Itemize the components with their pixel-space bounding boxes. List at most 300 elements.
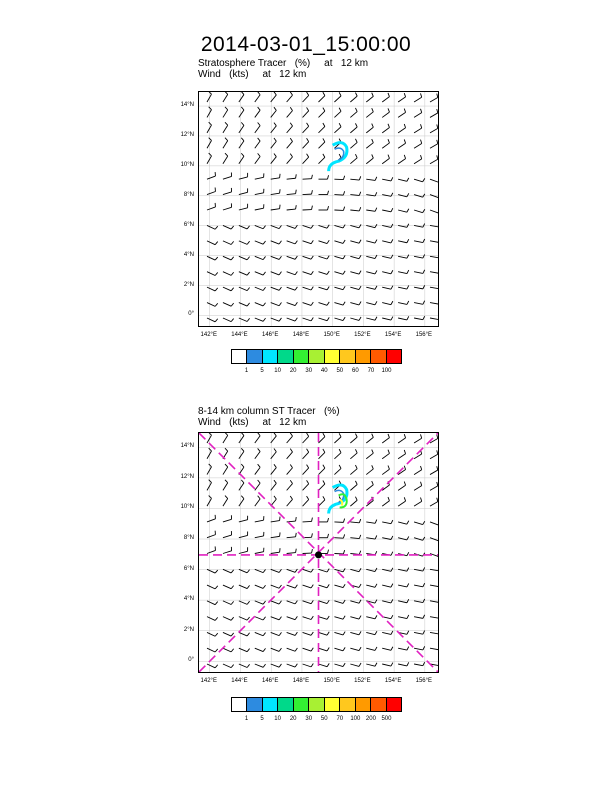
wind-barb-staff xyxy=(366,143,373,149)
wind-barb-flag xyxy=(327,225,329,228)
wind-barb xyxy=(366,93,373,102)
wind-barb-flag xyxy=(296,190,297,194)
wind-barb-flag xyxy=(407,255,409,259)
wind-barb-staff xyxy=(382,256,391,258)
wind-barb xyxy=(271,517,280,522)
wind-barb-staff xyxy=(287,632,295,635)
wind-barb xyxy=(207,303,218,307)
wind-barb xyxy=(430,615,438,619)
wind-barb-flag xyxy=(274,153,276,156)
wind-barb xyxy=(334,108,341,118)
wind-barb xyxy=(430,94,438,102)
wind-barb-flag xyxy=(290,496,292,499)
wind-barb-staff xyxy=(430,113,438,118)
wind-barb xyxy=(207,188,215,195)
wind-barb-staff xyxy=(223,192,232,195)
wind-barb-flag xyxy=(279,241,281,244)
wind-barb xyxy=(255,241,266,244)
wind-barb-staff xyxy=(287,318,295,321)
wind-barb-flag xyxy=(327,286,329,289)
wind-barb xyxy=(255,204,264,210)
wind-barb xyxy=(382,497,389,506)
wind-barb-flag xyxy=(437,435,438,439)
wind-barb-flag xyxy=(209,480,212,483)
wind-barb xyxy=(271,617,282,620)
wind-barb xyxy=(287,318,298,321)
wind-barb xyxy=(303,648,314,651)
wind-barb xyxy=(430,450,438,458)
wind-barb-staff xyxy=(430,522,438,525)
wind-barb-staff xyxy=(366,632,375,634)
wind-barb-staff xyxy=(223,272,231,276)
wind-barb-flag xyxy=(423,254,425,258)
wind-barb xyxy=(207,531,215,538)
wind-barb-staff xyxy=(414,113,422,118)
wind-barb xyxy=(366,615,377,618)
wind-barb-flag xyxy=(247,649,249,652)
wind-barb-staff xyxy=(207,664,215,668)
wind-barb-staff xyxy=(271,126,277,133)
wind-barb-staff xyxy=(223,207,232,210)
wind-barb xyxy=(398,599,409,603)
wind-barb xyxy=(303,302,314,305)
wind-barb-staff xyxy=(207,483,212,491)
wind-barb xyxy=(319,496,325,506)
wind-barb-staff xyxy=(223,287,231,291)
wind-barb-staff xyxy=(239,601,247,604)
wind-barb-flag xyxy=(241,107,244,110)
wind-barb-staff xyxy=(223,241,231,245)
colorbar-label: 1 xyxy=(244,368,249,374)
wind-barb-staff xyxy=(414,648,423,650)
wind-barb xyxy=(223,287,234,291)
wind-barb xyxy=(303,569,314,572)
colorbar-swatch xyxy=(278,698,293,711)
wind-barb xyxy=(303,585,314,588)
wind-barb xyxy=(398,285,409,289)
wind-barb-staff xyxy=(303,452,309,459)
wind-barb-flag xyxy=(391,255,393,259)
wind-barb xyxy=(287,123,293,133)
wind-barb xyxy=(414,254,425,258)
colorbar-label: 50 xyxy=(320,716,328,722)
lon-tick-label: 154°E xyxy=(384,678,402,684)
wind-barb-flag xyxy=(404,450,405,454)
colorbar-label: 200 xyxy=(365,716,376,722)
wind-barb xyxy=(414,140,422,149)
wind-barb-flag xyxy=(375,615,377,618)
wind-barb xyxy=(207,496,212,507)
wind-barb xyxy=(334,286,345,289)
wind-barb-flag xyxy=(359,286,361,289)
wind-barb xyxy=(287,464,293,474)
wind-barb xyxy=(398,239,409,243)
wind-barb xyxy=(223,188,232,195)
wind-barb-staff xyxy=(287,664,295,667)
wind-barb xyxy=(414,93,422,102)
lat-tick-label: 8°N xyxy=(183,191,194,198)
colorbar-swatch xyxy=(387,698,401,711)
wind-barb-staff xyxy=(350,632,359,634)
wind-barb-flag xyxy=(404,139,405,143)
wind-barb-staff xyxy=(319,468,325,474)
wind-barb-staff xyxy=(319,111,325,117)
wind-barb-flag xyxy=(241,464,244,467)
wind-barb xyxy=(398,93,405,102)
wind-barb xyxy=(366,535,376,539)
wind-barb-staff xyxy=(255,467,260,474)
wind-barb xyxy=(334,647,345,650)
colorbar-label: 20 xyxy=(289,368,297,374)
wind-barb-flag xyxy=(343,207,344,211)
wind-barb-staff xyxy=(366,318,375,320)
wind-barb-flag xyxy=(391,520,393,524)
wind-barb xyxy=(303,600,314,603)
wind-barb-staff xyxy=(239,585,247,588)
wind-barb-flag xyxy=(215,288,218,291)
lon-tick-label: 152°E xyxy=(354,678,371,684)
wind-barb-flag xyxy=(247,241,249,244)
wind-barb-staff xyxy=(303,617,312,620)
wind-barb xyxy=(366,584,377,587)
wind-barb-flag xyxy=(407,521,409,524)
wind-barb xyxy=(255,107,260,117)
wind-barb-staff xyxy=(414,287,423,289)
wind-barb-flag xyxy=(343,550,344,554)
wind-barb-flag xyxy=(404,93,405,97)
wind-barb-staff xyxy=(398,256,407,258)
wind-barb-flag xyxy=(258,464,260,467)
wind-barb-flag xyxy=(375,535,377,539)
wind-barb-flag xyxy=(355,108,357,112)
wind-barb-staff xyxy=(350,318,359,320)
wind-barb xyxy=(223,138,228,149)
wind-barb xyxy=(382,208,393,212)
wind-barb-flag xyxy=(263,601,265,604)
wind-barb-flag xyxy=(215,319,218,322)
wind-barb xyxy=(239,448,244,458)
colorbar-label: 50 xyxy=(336,368,344,374)
wind-barb-staff xyxy=(350,522,359,523)
wind-barb-flag xyxy=(263,256,265,259)
wind-barb-staff xyxy=(350,453,357,459)
lon-tick-label: 156°E xyxy=(415,332,433,338)
wind-barb-flag xyxy=(279,287,281,290)
wind-barb xyxy=(223,601,234,605)
wind-barb-staff xyxy=(414,632,423,634)
wind-barb-staff xyxy=(398,159,405,164)
wind-barb xyxy=(319,286,330,289)
wind-barb-flag xyxy=(258,153,260,156)
wind-barb-staff xyxy=(350,112,357,118)
wind-barb-staff xyxy=(350,241,359,243)
wind-barb-staff xyxy=(223,569,231,573)
wind-barb-flag xyxy=(274,123,276,126)
wind-barb xyxy=(366,317,377,320)
wind-barb-staff xyxy=(223,535,232,538)
wind-barb-staff xyxy=(271,521,280,522)
colorbar-label: 20 xyxy=(289,716,297,722)
wind-barb-flag xyxy=(421,93,422,97)
wind-barb-staff xyxy=(223,225,231,229)
wind-barb xyxy=(319,663,330,666)
wind-barb-flag xyxy=(328,206,329,210)
wind-barb-flag xyxy=(215,649,218,652)
wind-barb xyxy=(287,585,298,588)
wind-barb xyxy=(319,465,325,475)
wind-barb-flag xyxy=(407,615,409,619)
wind-barb xyxy=(239,107,244,117)
wind-barb-flag xyxy=(323,123,325,126)
wind-barb-staff xyxy=(350,96,357,102)
wind-barb-staff xyxy=(366,437,373,443)
wind-barb-staff xyxy=(430,128,438,133)
wind-barb-staff xyxy=(271,436,277,443)
wind-barb-flag xyxy=(388,434,389,438)
wind-barb-flag xyxy=(258,122,260,125)
wind-barb xyxy=(398,316,409,320)
wind-barb-staff xyxy=(382,241,391,243)
wind-barb-staff xyxy=(255,483,260,490)
wind-barb-flag xyxy=(225,153,228,156)
colorbar-swatch xyxy=(387,350,401,363)
wind-barb-staff xyxy=(398,210,407,212)
wind-barb-staff xyxy=(430,241,438,243)
wind-barb-flag xyxy=(327,616,329,619)
wind-barb-staff xyxy=(414,470,422,475)
wind-barb-staff xyxy=(239,156,244,163)
wind-barb-staff xyxy=(255,499,260,506)
wind-barb xyxy=(382,450,389,459)
wind-barb-staff xyxy=(255,648,263,651)
wind-barb-staff xyxy=(207,272,215,276)
wind-barb-flag xyxy=(359,317,361,320)
wind-barb xyxy=(382,317,393,321)
wind-barb xyxy=(334,317,345,320)
wind-barb-staff xyxy=(207,467,212,475)
wind-barb-staff xyxy=(430,159,438,164)
wind-barb xyxy=(303,240,314,243)
wind-barb-staff xyxy=(366,256,375,258)
wind-barb xyxy=(398,155,405,164)
wind-barb xyxy=(430,599,438,603)
wind-barb-staff xyxy=(271,95,277,102)
wind-barb-flag xyxy=(311,240,313,243)
colorbar-swatch xyxy=(371,698,386,711)
colorbar-swatch xyxy=(294,698,309,711)
wind-barb-staff xyxy=(287,537,296,538)
wind-barb xyxy=(366,286,377,289)
lat-tick-label: 10°N xyxy=(180,504,194,511)
wind-barb xyxy=(366,631,377,634)
wind-barb-flag xyxy=(209,433,212,435)
wind-barb xyxy=(239,153,244,163)
wind-barb-flag xyxy=(421,498,422,502)
tracer-contour xyxy=(329,143,347,172)
wind-barb xyxy=(255,303,266,306)
wind-barb xyxy=(334,616,345,619)
wind-barb-flag xyxy=(328,191,329,195)
wind-barb-staff xyxy=(287,521,296,522)
wind-barb xyxy=(430,223,438,227)
wind-barb-flag xyxy=(279,272,281,275)
wind-barb-flag xyxy=(407,285,409,289)
wind-barb xyxy=(414,583,425,587)
wind-barb-flag xyxy=(327,256,329,259)
wind-barb-flag xyxy=(263,585,265,588)
wind-barb xyxy=(271,92,277,102)
wind-barb-flag xyxy=(215,242,218,245)
wind-barb-staff xyxy=(334,241,343,244)
wind-barb-staff xyxy=(207,519,215,522)
wind-barb-staff xyxy=(271,601,279,604)
wind-barb-staff xyxy=(223,519,232,522)
wind-barb-flag xyxy=(215,303,218,306)
wind-barb-flag xyxy=(375,663,377,666)
wind-barb xyxy=(223,92,228,102)
wind-barb-flag xyxy=(327,600,329,603)
wind-barb-flag xyxy=(290,449,292,452)
wind-barb xyxy=(414,567,425,571)
wind-barb xyxy=(239,122,244,132)
wind-barb-staff xyxy=(414,454,422,459)
wind-barb-staff xyxy=(414,256,423,258)
wind-barb xyxy=(239,92,244,102)
wind-barb-staff xyxy=(430,318,438,320)
wind-barb xyxy=(271,303,282,306)
wind-barb-staff xyxy=(366,241,375,243)
wind-barb xyxy=(303,433,309,443)
wind-barb xyxy=(319,256,330,259)
wind-barb-staff xyxy=(207,318,215,322)
wind-barb-staff xyxy=(303,632,312,635)
wind-barb-staff xyxy=(319,287,328,290)
wind-barb-flag xyxy=(295,585,297,588)
wind-barb xyxy=(303,190,313,194)
wind-barb-staff xyxy=(303,241,312,244)
wind-barb-flag xyxy=(388,466,389,470)
lat-tick-label: 14°N xyxy=(180,102,194,109)
wind-barb-flag xyxy=(388,108,389,112)
wind-barb-staff xyxy=(271,483,277,490)
wind-barb-staff xyxy=(334,617,343,620)
wind-barb xyxy=(334,534,344,538)
wind-barb-flag xyxy=(375,584,377,587)
wind-barb-staff xyxy=(382,158,389,163)
wind-barb xyxy=(319,569,330,572)
lat-tick-label: 0° xyxy=(188,657,194,664)
wind-barb-flag xyxy=(339,92,341,96)
wind-barb-flag xyxy=(423,316,425,320)
wind-barb-staff xyxy=(223,648,231,652)
wind-barb-staff xyxy=(239,272,247,275)
wind-barb-flag xyxy=(375,192,377,196)
wind-barb xyxy=(366,301,377,304)
wind-barb xyxy=(207,601,218,605)
wind-barb xyxy=(287,92,293,102)
wind-barb-flag xyxy=(375,317,377,320)
wind-barb-staff xyxy=(382,453,389,458)
wind-barb-flag xyxy=(209,153,212,156)
wind-barb-flag xyxy=(343,176,344,180)
wind-barb xyxy=(350,481,357,490)
wind-barb-flag xyxy=(391,208,393,212)
wind-barb-staff xyxy=(223,176,232,179)
wind-barb-staff xyxy=(223,125,228,133)
wind-barb-staff xyxy=(271,157,277,164)
wind-barb-flag xyxy=(404,155,405,159)
wind-barb-staff xyxy=(382,664,391,666)
wind-barb-flag xyxy=(355,93,357,97)
wind-barb-flag xyxy=(327,271,329,274)
wind-barb-flag xyxy=(241,138,244,141)
wind-barb xyxy=(382,434,389,443)
wind-barb xyxy=(303,107,309,117)
wind-barb xyxy=(398,270,409,274)
wind-barb-flag xyxy=(328,518,329,522)
wind-barb-staff xyxy=(255,156,260,163)
wind-barb-staff xyxy=(287,585,295,588)
wind-barb xyxy=(414,466,422,475)
wind-barb-flag xyxy=(343,568,345,571)
wind-barb xyxy=(382,93,389,102)
wind-barb-flag xyxy=(359,192,360,196)
wind-barb xyxy=(350,123,357,132)
wind-barb-staff xyxy=(382,585,391,587)
wind-barb-flag xyxy=(247,226,249,229)
wind-barb-flag xyxy=(307,107,309,110)
wind-barb-staff xyxy=(319,241,328,244)
wind-barb-staff xyxy=(255,241,263,244)
wind-barb-flag xyxy=(274,496,276,499)
wind-barb-flag xyxy=(247,257,249,260)
wind-barb xyxy=(414,521,425,524)
wind-barb-flag xyxy=(359,240,361,243)
wind-barb-flag xyxy=(355,497,357,501)
wind-barb xyxy=(334,92,341,102)
wind-barb-flag xyxy=(375,208,377,212)
wind-barb xyxy=(239,173,248,179)
wind-barb-flag xyxy=(327,569,329,572)
wind-barb xyxy=(271,318,282,321)
wind-barb-staff xyxy=(223,256,231,260)
wind-barb xyxy=(398,583,409,587)
wind-barb-flag xyxy=(296,517,297,521)
wind-barb xyxy=(334,663,345,666)
wind-barb-staff xyxy=(239,551,248,553)
wind-barb-staff xyxy=(350,256,359,258)
wind-barb-flag xyxy=(359,535,360,539)
wind-barb-flag xyxy=(339,465,341,469)
wind-barb xyxy=(287,648,298,651)
wind-barb-flag xyxy=(437,140,438,144)
wind-barb-staff xyxy=(239,192,248,194)
wind-barb-flag xyxy=(231,649,234,652)
wind-barb xyxy=(303,123,309,133)
wind-barb xyxy=(303,225,314,228)
wind-barb-flag xyxy=(391,239,393,243)
wind-barb-flag xyxy=(388,497,389,501)
wind-barb-flag xyxy=(225,496,228,499)
wind-barb xyxy=(350,317,361,320)
wind-barb xyxy=(287,190,297,195)
wind-barb xyxy=(207,617,218,621)
wind-barb xyxy=(287,138,293,148)
wind-barb-staff xyxy=(287,194,296,195)
wind-barb xyxy=(303,318,314,321)
wind-barb-staff xyxy=(319,452,325,458)
wind-barb-flag xyxy=(279,601,281,604)
